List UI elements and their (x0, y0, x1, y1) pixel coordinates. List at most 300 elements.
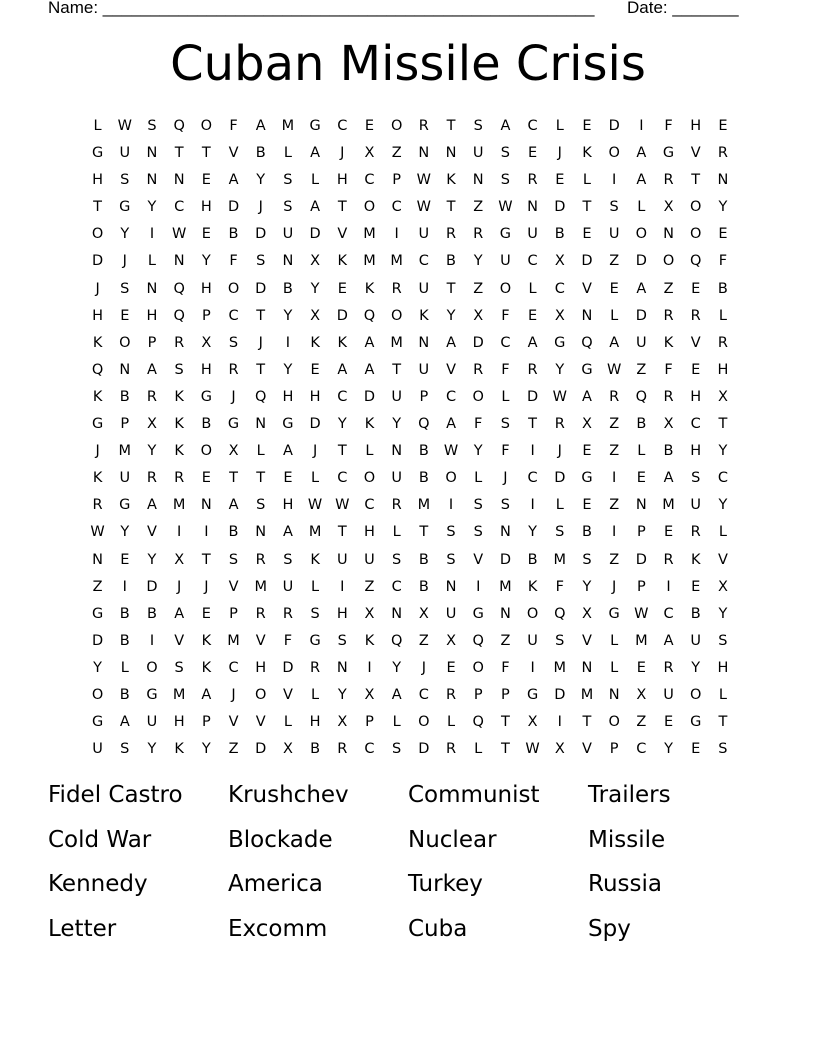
grid-letter: A (364, 334, 375, 351)
grid-letter: G (91, 605, 104, 622)
grid-letter: Z (663, 280, 674, 297)
grid-letter: A (527, 334, 538, 351)
grid-letter: R (663, 659, 674, 676)
grid-letter: R (391, 497, 402, 514)
grid-letter: O (255, 686, 267, 703)
grid-letter: C (337, 388, 348, 405)
grid-letter: E (691, 741, 701, 758)
grid-letter: G (282, 416, 294, 433)
grid-letter: R (663, 172, 674, 189)
grid-letter: X (364, 145, 375, 162)
grid-row (84, 276, 737, 303)
grid-letter: I (612, 524, 617, 541)
grid-letter: B (527, 551, 538, 568)
grid-letter: V (582, 280, 592, 297)
grid-letter: J (503, 470, 508, 487)
grid-letter: X (418, 605, 429, 622)
grid-letter: L (555, 497, 564, 514)
grid-letter: O (690, 686, 702, 703)
grid-letter: D (227, 199, 240, 216)
grid-letter: E (337, 280, 347, 297)
grid-letter: S (174, 659, 184, 676)
grid-letter: J (204, 578, 209, 595)
grid-letter: Y (718, 443, 728, 460)
grid-letter: D (635, 307, 647, 324)
grid-letter: L (555, 118, 564, 134)
grid-letter: N (92, 551, 104, 568)
grid-letter: M (172, 497, 186, 514)
grid-letter: V (690, 145, 701, 162)
grid-letter: W (552, 388, 567, 405)
grid-letter: U (391, 388, 402, 405)
grid-letter: J (557, 443, 562, 460)
grid-letter: O (608, 714, 620, 731)
grid-letter: T (446, 118, 456, 134)
grid-letter: S (310, 605, 320, 622)
grid-letter: K (364, 416, 375, 433)
grid-row (84, 492, 737, 519)
grid-letter: N (119, 361, 131, 378)
grid-letter: B (418, 470, 429, 487)
grid-letter: Q (581, 334, 593, 351)
grid-letter: T (582, 199, 592, 216)
grid-letter: G (309, 118, 321, 134)
grid-letter: U (418, 226, 430, 243)
grid-letter: K (337, 253, 348, 270)
grid-letter: A (391, 686, 402, 703)
grid-letter: Z (92, 578, 103, 595)
grid-letter: L (501, 388, 510, 405)
grid-letter: E (582, 497, 592, 514)
grid-letter: S (120, 280, 130, 297)
grid-letter: V (147, 524, 157, 541)
grid-letter: B (418, 578, 429, 595)
grid-letter: X (663, 416, 674, 433)
grid-letter: C (174, 199, 185, 216)
grid-letter: Y (283, 307, 293, 324)
grid-letter: K (201, 632, 212, 649)
grid-letter: L (718, 307, 727, 324)
word-list-item: Krushchev (228, 782, 349, 808)
grid-letter: A (446, 416, 456, 433)
grid-letter: H (690, 443, 702, 460)
grid-row (84, 736, 737, 763)
grid-letter: Q (173, 280, 185, 297)
grid-letter: S (473, 118, 483, 134)
grid-letter: G (608, 605, 620, 622)
grid-letter: Y (555, 361, 565, 378)
word-list-item: Letter (48, 915, 117, 942)
grid-letter: X (582, 605, 592, 622)
grid-letter: U (146, 714, 158, 731)
grid-letter: Y (392, 416, 402, 433)
grid-letter: Y (337, 686, 347, 703)
grid-letter: J (421, 659, 426, 676)
grid-letter: E (636, 470, 646, 487)
grid-letter: P (365, 714, 374, 731)
grid-letter: E (582, 226, 592, 243)
grid-letter: M (553, 551, 567, 568)
grid-letter: O (608, 145, 620, 162)
grid-letter: A (500, 118, 511, 134)
grid-letter: Y (446, 307, 456, 324)
grid-letter: K (174, 388, 184, 405)
grid-letter: G (472, 605, 484, 622)
word-list-item: Nuclear (408, 826, 497, 853)
grid-letter: K (582, 145, 592, 162)
grid-row (84, 628, 737, 655)
grid-letter: Y (256, 172, 266, 189)
grid-letter: H (364, 524, 375, 541)
grid-row (84, 221, 737, 248)
grid-letter: N (499, 605, 511, 622)
grid-letter: Q (255, 388, 267, 405)
grid-letter: I (149, 632, 155, 649)
grid-letter: O (635, 226, 648, 243)
grid-letter: O (445, 470, 457, 487)
grid-letter: Y (691, 659, 701, 676)
grid-letter: N (581, 307, 593, 324)
grid-letter: L (256, 443, 265, 460)
grid-letter: W (335, 497, 350, 514)
grid-letter: Y (718, 199, 728, 216)
grid-letter: A (636, 172, 647, 189)
grid-letter: P (636, 578, 646, 595)
grid-letter: Z (473, 280, 484, 297)
grid-letter: N (255, 416, 267, 433)
grid-letter: T (446, 199, 456, 216)
grid-letter: J (557, 145, 562, 162)
grid-letter: M (553, 659, 567, 676)
grid-letter: X (147, 416, 157, 433)
grid-letter: L (610, 632, 619, 649)
grid-letter: B (310, 741, 321, 758)
grid-letter: H (690, 388, 702, 405)
grid-letter: O (690, 199, 702, 216)
grid-letter: P (229, 605, 238, 622)
grid-letter: C (337, 470, 348, 487)
worksheet-header (0, 0, 816, 22)
word-list (48, 778, 788, 956)
grid-letter: T (93, 199, 103, 216)
grid-letter: K (446, 172, 456, 189)
word-list-item: Fidel Castro (48, 782, 183, 808)
grid-letter: X (554, 253, 565, 270)
grid-letter: S (446, 551, 456, 568)
grid-letter: G (499, 226, 512, 243)
grid-letter: R (445, 741, 457, 758)
grid-letter: N (608, 686, 620, 703)
word-search-grid (84, 113, 737, 763)
grid-letter: S (582, 551, 592, 568)
grid-letter: V (255, 632, 266, 649)
grid-letter: H (282, 388, 294, 405)
grid-letter: D (282, 659, 294, 676)
grid-letter: T (337, 199, 347, 216)
grid-letter: Q (363, 307, 376, 324)
grid-letter: S (256, 497, 266, 514)
grid-letter: M (390, 334, 403, 351)
grid-letter: U (282, 226, 294, 243)
grid-letter: S (718, 741, 728, 758)
grid-letter: J (612, 578, 617, 595)
grid-letter: L (311, 470, 320, 487)
grid-letter: M (254, 578, 267, 595)
grid-letter: I (204, 524, 209, 541)
grid-letter: G (200, 388, 212, 405)
grid-letter: Y (120, 226, 130, 243)
grid-letter: X (282, 741, 293, 758)
grid-letter: Y (664, 741, 673, 758)
grid-letter: O (662, 253, 675, 270)
grid-letter: T (256, 470, 266, 487)
grid-letter: O (227, 280, 240, 297)
grid-letter: F (501, 307, 510, 324)
grid-letter: Z (609, 416, 620, 433)
grid-letter: L (120, 659, 129, 676)
grid-letter: U (690, 497, 702, 514)
grid-letter: X (527, 714, 538, 731)
grid-letter: S (256, 253, 266, 270)
grid-letter: E (201, 226, 211, 243)
grid-letter: R (717, 145, 728, 162)
grid-letter: N (445, 145, 457, 162)
grid-letter: S (473, 497, 483, 514)
grid-letter: A (663, 632, 674, 649)
grid-letter: T (201, 551, 211, 568)
grid-letter: H (200, 361, 212, 378)
grid-letter: R (337, 741, 348, 758)
grid-letter: H (173, 714, 185, 731)
grid-letter: P (392, 172, 402, 189)
grid-letter: I (530, 497, 535, 514)
grid-letter: S (228, 551, 239, 568)
grid-letter: A (147, 497, 157, 514)
grid-letter: F (718, 253, 728, 270)
grid-letter: H (282, 497, 294, 514)
grid-letter: M (281, 118, 295, 134)
grid-letter: U (445, 605, 457, 622)
grid-letter: X (663, 199, 674, 216)
grid-letter: L (528, 280, 537, 297)
grid-letter: O (363, 470, 376, 487)
grid-letter: X (554, 741, 565, 758)
grid-letter: T (528, 416, 538, 433)
grid-letter: B (446, 253, 456, 270)
grid-letter: S (500, 416, 511, 433)
grid-letter: M (417, 497, 431, 514)
grid-letter: C (690, 416, 701, 433)
grid-letter: Z (391, 145, 402, 162)
grid-letter: X (446, 632, 456, 649)
grid-letter: I (149, 226, 155, 243)
grid-letter: N (717, 172, 729, 189)
grid-letter: D (92, 632, 104, 649)
grid-letter: L (392, 524, 401, 541)
grid-letter: Q (173, 307, 185, 324)
grid-letter: C (364, 741, 375, 758)
grid-letter: N (445, 578, 457, 595)
grid-letter: S (691, 470, 701, 487)
grid-letter: Z (609, 443, 620, 460)
grid-letter: N (336, 659, 348, 676)
grid-letter: A (255, 118, 266, 134)
grid-letter: C (418, 686, 429, 703)
grid-letter: U (418, 361, 430, 378)
grid-letter: A (310, 145, 321, 162)
grid-letter: V (228, 578, 239, 595)
grid-letter: R (473, 226, 484, 243)
grid-letter: R (717, 334, 728, 351)
grid-letter: Y (147, 443, 157, 460)
name-field-label: Name: ____________________________________________________ (48, 0, 595, 17)
grid-letter: X (582, 416, 592, 433)
grid-letter: S (283, 551, 293, 568)
grid-letter: W (525, 741, 540, 758)
grid-letter: B (119, 686, 130, 703)
grid-letter: N (146, 280, 158, 297)
grid-letter: J (312, 443, 318, 460)
grid-letter: M (662, 497, 675, 514)
grid-letter: T (256, 307, 266, 324)
grid-letter: E (446, 659, 456, 676)
grid-letter: R (554, 416, 565, 433)
grid-letter: T (419, 524, 429, 541)
grid-letter: V (228, 145, 239, 162)
grid-letter: Y (120, 524, 130, 541)
grid-letter: X (201, 334, 212, 351)
grid-letter: M (172, 686, 186, 703)
grid-letter: R (310, 659, 321, 676)
grid-letter: F (664, 361, 673, 378)
grid-letter: N (146, 172, 158, 189)
grid-letter: W (416, 199, 432, 216)
grid-letter: U (119, 145, 131, 162)
grid-letter: L (610, 659, 619, 676)
grid-letter: M (580, 686, 594, 703)
grid-letter: L (474, 741, 483, 758)
grid-letter: N (173, 253, 185, 270)
grid-letter: T (337, 443, 347, 460)
grid-letter: Z (228, 741, 239, 758)
grid-letter: R (282, 605, 293, 622)
grid-letter: R (146, 388, 157, 405)
grid-letter: Q (173, 118, 185, 134)
grid-letter: D (581, 253, 593, 270)
word-list-item: Excomm (228, 915, 328, 942)
grid-letter: E (201, 470, 211, 487)
grid-letter: Z (609, 497, 620, 514)
grid-letter: Z (609, 253, 620, 270)
grid-letter: L (392, 714, 401, 731)
grid-letter: A (119, 714, 130, 731)
grid-letter: W (498, 199, 513, 216)
grid-letter: T (174, 145, 184, 162)
grid-letter: G (91, 416, 104, 433)
grid-letter: C (500, 334, 511, 351)
grid-letter: R (445, 686, 457, 703)
grid-row (84, 709, 737, 736)
grid-letter: L (283, 145, 292, 162)
grid-row (84, 113, 737, 140)
grid-letter: S (500, 172, 511, 189)
grid-letter: F (501, 659, 510, 676)
grid-letter: Y (310, 280, 320, 297)
grid-letter: R (690, 307, 701, 324)
grid-letter: A (282, 443, 293, 460)
grid-letter: U (663, 686, 674, 703)
grid-letter: J (177, 578, 182, 595)
grid-letter: O (472, 659, 484, 676)
grid-letter: C (337, 118, 348, 134)
grid-letter: L (474, 470, 483, 487)
grid-letter: O (91, 226, 104, 243)
grid-letter: U (364, 551, 375, 568)
grid-row (84, 194, 737, 221)
grid-letter: F (229, 253, 238, 270)
grid-letter: V (582, 741, 592, 758)
grid-letter: P (636, 524, 646, 541)
grid-letter: K (310, 334, 320, 351)
grid-letter: N (282, 253, 294, 270)
grid-letter: V (446, 361, 456, 378)
grid-letter: T (500, 714, 510, 731)
grid-letter: T (229, 470, 238, 487)
grid-letter: D (309, 416, 321, 433)
grid-letter: I (367, 659, 372, 676)
grid-letter: G (91, 714, 104, 731)
grid-letter: J (95, 280, 100, 297)
grid-letter: B (255, 145, 266, 162)
grid-letter: R (174, 334, 185, 351)
grid-letter: C (663, 605, 674, 622)
grid-letter: M (363, 253, 376, 270)
grid-letter: R (228, 361, 239, 378)
grid-letter: E (582, 118, 592, 134)
grid-letter: Z (500, 632, 511, 649)
grid-letter: D (635, 551, 647, 568)
grid-row (84, 465, 737, 492)
grid-letter: Q (554, 605, 566, 622)
grid-letter: N (418, 145, 430, 162)
grid-letter: V (255, 714, 266, 731)
grid-letter: D (527, 388, 539, 405)
grid-letter: X (228, 443, 239, 460)
grid-letter: O (390, 307, 403, 324)
grid-letter: A (228, 172, 239, 189)
grid-letter: A (609, 334, 620, 351)
grid-letter: A (636, 280, 647, 297)
grid-letter: T (337, 524, 347, 541)
grid-letter: T (446, 280, 456, 297)
grid-letter: Z (473, 199, 484, 216)
grid-letter: E (609, 280, 619, 297)
grid-letter: H (336, 172, 348, 189)
grid-letter: A (310, 199, 321, 216)
grid-letter: A (201, 686, 212, 703)
word-list-item: America (228, 871, 323, 897)
grid-letter: O (472, 388, 484, 405)
grid-letter: C (364, 172, 375, 189)
grid-letter: H (200, 199, 212, 216)
grid-letter: I (612, 172, 617, 189)
grid-letter: S (228, 334, 239, 351)
grid-letter: L (311, 578, 320, 595)
grid-letter: O (200, 118, 213, 134)
grid-letter: H (146, 307, 158, 324)
grid-letter: T (582, 714, 592, 731)
grid-letter: R (92, 497, 103, 514)
